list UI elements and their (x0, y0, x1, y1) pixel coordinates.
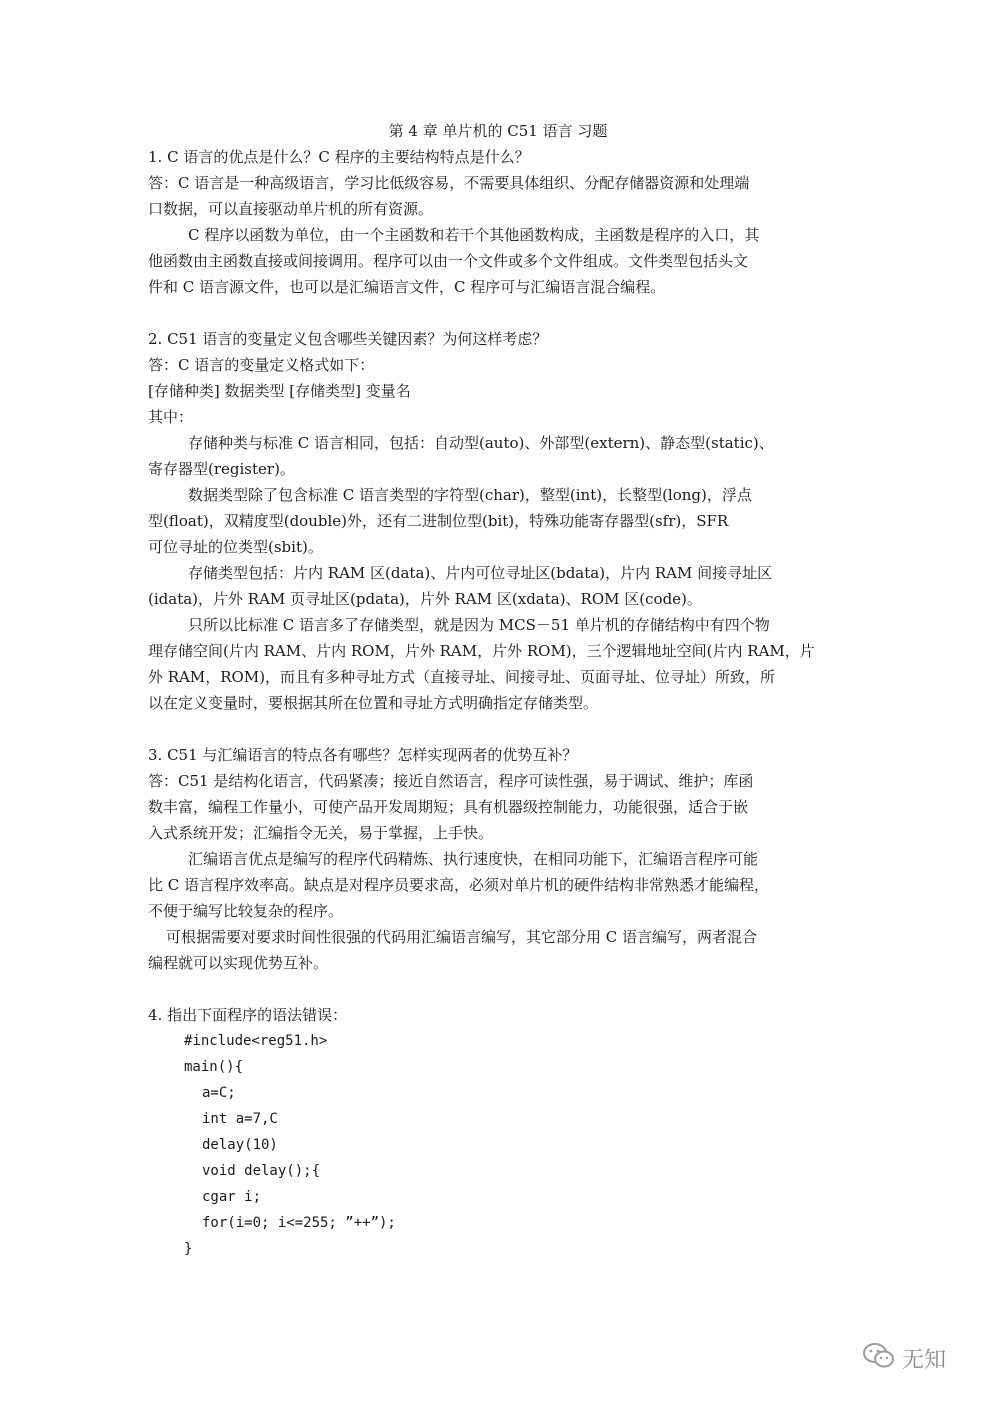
code-line: for(i=0; i<=255; ”++”); (202, 1215, 396, 1231)
code-line: cgar i; (202, 1189, 262, 1205)
answer-line: C 程序以函数为单位，由一个主函数和若干个其他函数构成，主函数是程序的入口，其 (188, 226, 760, 244)
answer-line: 数丰富，编程工作量小，可使产品开发周期短；具有机器级控制能力，功能很强，适合于嵌 (148, 798, 749, 816)
answer-line: 型(float)，双精度型(double)外，还有二进制位型(bit)，特殊功能寄存器型(sfr)，SFR (148, 512, 729, 530)
answer-line: 他函数由主函数直接或间接调用。程序可以由一个文件或多个文件组成。文件类型包括头文 (148, 252, 749, 270)
answer-line: 其中： (148, 408, 194, 426)
answer-line: 外 RAM，ROM)，而且有多种寻址方式（直接寻址、间接寻址、页面寻址、位寻址）所致，所 (148, 668, 776, 686)
question-4: 4. 指出下面程序的语法错误： (148, 1006, 348, 1024)
code-line: int a=7,C (202, 1111, 278, 1127)
answer-line: 存储种类与标准 C 语言相同，包括：自动型(auto)、外部型(extern)、静态型(static)、 (188, 434, 774, 452)
answer-line: (idata)，片外 RAM 页寻址区(pdata)，片外 RAM 区(xdata)、ROM 区(code)。 (148, 590, 702, 608)
code-line: #include<reg51.h> (184, 1033, 328, 1049)
watermark-text: 无知 (902, 1347, 947, 1373)
answer-line: 可根据需要对要求时间性很强的代码用汇编语言编写，其它部分用 C 语言编写，两者混合 (166, 928, 758, 946)
answer-line: 比 C 语言程序效率高。缺点是对程序员要求高，必须对单片机的硬件结构非常熟悉才能编程， (148, 876, 770, 894)
answer-line: 以在定义变量时，要根据其所在位置和寻址方式明确指定存储类型。 (148, 694, 599, 712)
answer-line: 数据类型除了包含标准 C 语言类型的字符型(char)，整型(int)，长整型(long)，浮点 (188, 486, 752, 504)
question-3: 3. C51 与汇编语言的特点各有哪些？怎样实现两者的优势互补？ (148, 746, 578, 764)
answer-line: 存储类型包括：片内 RAM 区(data)、片内可位寻址区(bdata)，片内 RAM 间接寻址区 (188, 564, 773, 582)
answer-line: 不便于编写比较复杂的程序。 (148, 902, 344, 920)
code-line: a=C; (202, 1085, 236, 1101)
answer-line: 入式系统开发；汇编指令无关，易于掌握，上手快。 (148, 824, 494, 842)
question-1: 1. C 语言的优点是什么？C 程序的主要结构特点是什么？ (148, 148, 530, 166)
answer-line: 理存储空间(片内 RAM、片内 ROM，片外 RAM，片外 ROM)，三个逻辑地址空间(片内 RAM，片 (148, 642, 815, 660)
question-2: 2. C51 语言的变量定义包含哪些关键因素？为何这样考虑？ (148, 330, 548, 348)
answer-line: 可位寻址的位类型(sbit)。 (148, 538, 323, 556)
page-title: 第 4 章 单片机的 C51 语言 习题 (388, 122, 608, 140)
code-line: void delay();{ (202, 1163, 321, 1179)
answer-line: 编程就可以实现优势互补。 (148, 954, 329, 972)
wechat-icon (862, 1342, 896, 1374)
code-line: main(){ (184, 1059, 244, 1075)
answer-line: 答：C51 是结构化语言，代码紧凑；接近自然语言，程序可读性强，易于调试、维护；库函 (148, 772, 754, 790)
watermark (862, 1342, 946, 1374)
answer-line: 口数据，可以直接驱动单片机的所有资源。 (148, 200, 434, 218)
answer-line: 只所以比标准 C 语言多了存储类型，就是因为 MCS－51 单片机的存储结构中有四个物 (188, 616, 770, 634)
answer-line: [存储种类] 数据类型 [存储类型] 变量名 (148, 382, 411, 400)
code-line: } (184, 1241, 193, 1257)
answer-line: 答：C 语言的变量定义格式如下： (148, 356, 375, 374)
answer-line: 件和 C 语言源文件，也可以是汇编语言文件，C 程序可与汇编语言混合编程。 (148, 278, 666, 296)
answer-line: 答：C 语言是一种高级语言，学习比低级容易，不需要具体组织、分配存储器资源和处理端 (148, 174, 750, 192)
document-page (148, 118, 848, 1262)
code-line: delay(10) (202, 1137, 278, 1153)
answer-line: 汇编语言优点是编写的程序代码精炼、执行速度快，在相同功能下，汇编语言程序可能 (188, 850, 759, 868)
answer-line: 寄存器型(register)。 (148, 460, 295, 478)
